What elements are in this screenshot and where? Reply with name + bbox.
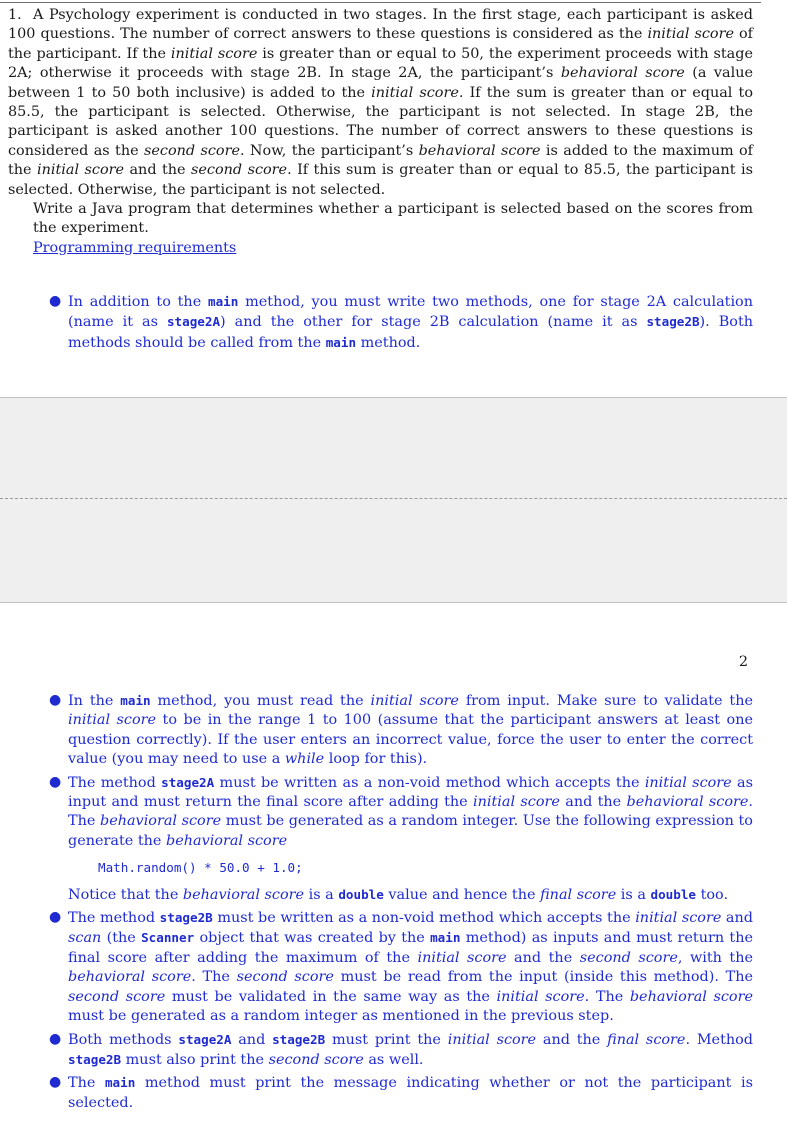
bullet-icon: ● (49, 909, 62, 926)
page-1 (0, 0, 787, 398)
page-number: 2 (738, 654, 748, 670)
question-block (8, 6, 753, 258)
bullet-icon: ● (49, 773, 62, 790)
bullet-icon: ● (49, 1074, 62, 1091)
list-item: ● The method stage2B must be written as a non-void method which accepts the initial score and scan (the Scanner object that was created by the main method) as inputs and must return the final score after adding the maximum of the initial score and the second score, with the behavioral score. The second score must be read from the input (inside this method). The second score must be validated in the same way as the initial score. The behavioral score must be generated as a random integer as mentioned in the previous step. (49, 909, 754, 1025)
page2-bullet-list (40, 691, 753, 1116)
list-item: ● In addition to the main method, you must write two methods, one for stage 2A calculation (name it as stage2A) and the other for stage 2B calculation (name it as stage2B). Both methods should be called from the main method. (49, 293, 754, 351)
list-item: ● The method stage2A must be written as a non-void method which accepts the initial score as input and must return the final score after adding the initial score and the behavioral score. The behavioral score must be generated as a random integer. Use the following expression to generate the behavioral score Math.random() * 50.0 + 1.0; Notice that the behavioral score is a double value and hence the final score is a double too. (40, 773, 753, 905)
question-text: 1. A Psychology experiment is conducted in two stages. In the first stage, each participant is asked 100 questions. The number of correct answers to these questions is considered as the initial score of the participant. If the initial score is greater than or equal to 50, the experiment proceeds with stage 2A; otherwise it proceeds with stage 2B. In stage 2A, the participant’s behavioral score (a value between 1 to 50 both inclusive) is added to the initial score. If the sum is greater than or equal to 85.5, the participant is selected. Otherwise, the participant is not selected. In stage 2B, the participant is asked another 100 questions. The number of correct answers to these questions is considered as the second score. Now, the participant’s behavioral score is added to the maximum of the initial score and the second score. If this sum is greater than or equal to 85.5, the participant is selected. Otherwise, the participant is not selected. (8, 7, 753, 198)
page-break-dashed-line (0, 498, 787, 499)
page-gap-bottom-border (0, 602, 787, 603)
bullet-icon: ● (49, 293, 62, 309)
page-gap (0, 398, 787, 603)
task-text: Write a Java program that determines whether a participant is selected based on the scores from the experiment. (33, 201, 753, 237)
bullet-icon: ● (49, 692, 62, 708)
list-item: ● The main method must print the message indicating whether or not the participant is selected. (49, 1074, 753, 1111)
top-rule (0, 2, 761, 3)
code-snippet: Math.random() * 50.0 + 1.0; (98, 860, 303, 876)
list-item: ● Both methods stage2A and stage2B must print the initial score and the final score. Method stage2B must also print the second score as well. (49, 1030, 753, 1068)
bullet-icon: ● (49, 1030, 62, 1047)
list-item: ● In the main method, you must read the initial score from input. Make sure to validate the initial score to be in the range 1 to 100 (assume that the participant answers at least one question correctly). If the user enters an incorrect value, force the user to enter the correct value (you may need to use a while loop for this). (49, 692, 753, 768)
requirements-heading[interactable]: Programming requirements (33, 239, 237, 256)
page1-bullet-list (40, 292, 753, 353)
note-text: Notice that the behavioral score is a double value and hence the final score is a double too. (68, 886, 729, 903)
question-number: 1. (8, 7, 22, 23)
